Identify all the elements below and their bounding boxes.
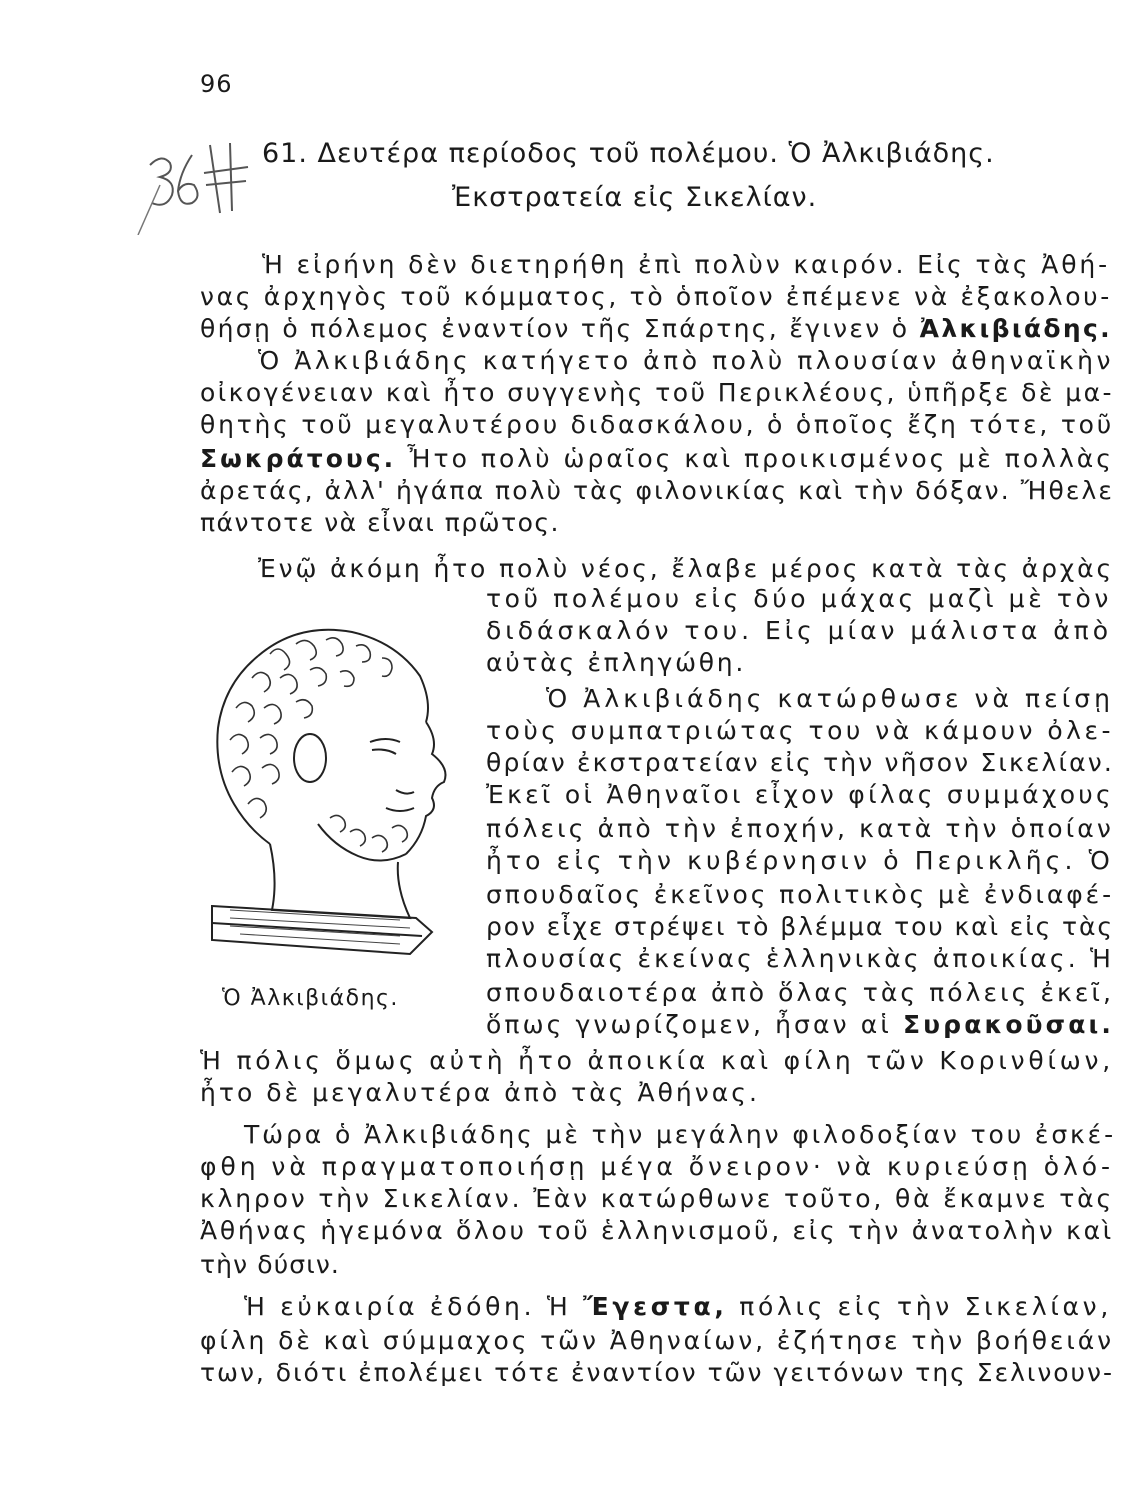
text-line <box>200 1078 760 1108</box>
text-segment: Ἡ πόλις ὅμως αὐτὴ ἦτο ἀποικία καὶ φίλη τῶν Κορινθίων, <box>200 1046 1114 1075</box>
text-segment: σπουδαιοτέρα ἀπὸ ὅλας τὰς πόλεις ἐκεῖ, <box>486 978 1114 1007</box>
text-segment: Ὁ Ἀλκιβιάδης κατήγετο ἀπὸ πολὺ πλουσίαν ἀθηναϊκὴν <box>258 346 1114 375</box>
text-line <box>200 1358 1114 1388</box>
text-line <box>486 584 1112 614</box>
text-segment: φίλη δὲ καὶ σύμμαχος τῶν Ἀθηναίων, ἐζήτησε τὴν βοήθειάν <box>200 1326 1114 1355</box>
text-segment: Ἐνῷ ἀκόμη ἦτο πολὺ νέος, ἔλαβε μέρος κατὰ τὰς ἀρχὰς <box>258 554 1114 583</box>
page-number: 96 <box>200 70 233 98</box>
text-line <box>200 1216 1114 1246</box>
text-segment: θρίαν ἐκστρατείαν εἰς τὴν νῆσον Σικελίαν. <box>486 748 1114 777</box>
text-line <box>486 648 746 678</box>
alcibiades-bust-illustration <box>200 618 460 958</box>
text-line <box>486 880 1114 910</box>
text-segment: σπουδαῖος ἐκεῖνος πολιτικὸς μὲ ἐνδιαφέ- <box>486 880 1114 909</box>
handwritten-margin-note <box>130 125 260 235</box>
text-line <box>200 410 1114 440</box>
text-segment: πλουσίας ἐκείνας ἑλληνικὰς ἀποικίας. Ἡ <box>486 944 1114 973</box>
text-segment: ρον εἶχε στρέψει τὸ βλέμμα του καὶ εἰς τὰς <box>486 912 1114 941</box>
text-line <box>486 846 1114 876</box>
text-line <box>486 616 1112 646</box>
text-segment: διδάσκαλόν του. Εἰς μίαν μάλιστα ἀπὸ <box>486 616 1112 645</box>
text-segment: Ἡ εἰρήνη δὲν διετηρήθη ἐπὶ πολὺν καιρόν. Εἰς τὰς Ἀθή- <box>262 250 1110 279</box>
text-line <box>486 716 1114 746</box>
text-line <box>200 1326 1114 1356</box>
text-segment: πόλεις ἀπὸ τὴν ἐποχήν, κατὰ τὴν ὁποίαν <box>486 814 1114 843</box>
text-line <box>200 476 1114 506</box>
text-segment: τοὺς συμπατριώτας του νὰ κάμουν ὀλε- <box>486 716 1114 745</box>
text-segment: Ἡ εὐκαιρία ἐδόθη. Ἡ <box>244 1292 584 1321</box>
text-segment: Ἦτο πολὺ ὡραῖος καὶ προικισμένος μὲ πολλὰς <box>396 444 1114 473</box>
text-segment: νας ἀρχηγὸς τοῦ κόμματος, τὸ ὁποῖον ἐπέμενε νὰ ἐξακολου- <box>200 282 1112 311</box>
text-line <box>200 378 1114 408</box>
text-line <box>486 978 1114 1008</box>
text-segment: κληρον τὴν Σικελίαν. Ἐὰν κατώρθωνε τοῦτο, θὰ ἔκαμνε τὰς <box>200 1184 1114 1213</box>
text-line <box>200 508 560 538</box>
emphasized-name: Ἔγεστα, <box>583 1292 728 1321</box>
text-line <box>258 554 1114 584</box>
text-segment: ὅπως γνωρίζομεν, ἦσαν αἱ <box>486 1010 903 1039</box>
text-segment: ἀρετάς, ἀλλ' ἠγάπα πολὺ τὰς φιλονικίας καὶ τὴν δόξαν. Ἤθελε <box>200 476 1114 505</box>
text-segment: ἦτο εἰς τὴν κυβέρνησιν ὁ Περικλῆς. Ὁ <box>486 846 1114 875</box>
text-line <box>486 944 1114 974</box>
text-segment: πάντοτε νὰ εἶναι πρῶτος. <box>200 508 560 537</box>
text-line <box>244 1292 1112 1322</box>
text-segment: Ὁ Ἀλκιβιάδης κατώρθωσε νὰ πείσῃ <box>546 684 1114 713</box>
text-segment: τὴν δύσιν. <box>200 1250 340 1279</box>
text-line <box>200 282 1112 312</box>
text-line <box>486 780 1114 810</box>
section-subheading: Ἐκστρατεία εἰς Σικελίαν. <box>452 182 818 213</box>
emphasized-name: Ἀλκιβιάδης. <box>919 314 1113 343</box>
text-line <box>486 814 1114 844</box>
text-line <box>546 684 1114 714</box>
text-line <box>486 1010 1114 1040</box>
text-segment: Τώρα ὁ Ἀλκιβιάδης μὲ τὴν μεγάλην φιλοδοξίαν του ἐσκέ- <box>244 1120 1116 1149</box>
text-line <box>262 250 1110 280</box>
text-segment: Ἀθήνας ἡγεμόνα ὅλου τοῦ ἑλληνισμοῦ, εἰς τὴν ἀνατολὴν καὶ <box>200 1216 1114 1245</box>
text-line <box>200 1046 1114 1076</box>
text-segment: θήσῃ ὁ πόλεμος ἐναντίον τῆς Σπάρτης, ἔγινεν ὁ <box>200 314 920 343</box>
text-segment: των, διότι ἐπολέμει τότε ἐναντίον τῶν γειτόνων της Σελινουν- <box>200 1358 1114 1387</box>
text-segment: θητὴς τοῦ μεγαλυτέρου διδασκάλου, ὁ ὁποῖος ἔζη τότε, τοῦ <box>200 410 1114 439</box>
emphasized-name: Συρακοῦσαι. <box>902 1010 1114 1039</box>
text-line <box>200 314 1112 344</box>
text-line <box>200 444 1114 474</box>
section-heading: 61. Δευτέρα περίοδος τοῦ πολέμου. Ὁ Ἀλκιβιάδης. <box>262 138 995 169</box>
text-segment: αὐτὰς ἐπληγώθη. <box>486 648 746 677</box>
figure-caption: Ὁ Ἀλκιβιάδης. <box>222 986 399 1011</box>
text-segment: πόλις εἰς τὴν Σικελίαν, <box>727 1292 1112 1321</box>
text-line <box>200 1250 340 1280</box>
text-segment: Ἐκεῖ οἱ Ἀθηναῖοι εἶχον φίλας συμμάχους <box>486 780 1114 809</box>
text-line <box>200 1152 1114 1182</box>
text-segment: τοῦ πολέμου εἰς δύο μάχας μαζὶ μὲ τὸν <box>486 584 1112 613</box>
emphasized-name: Σωκράτους. <box>200 444 397 473</box>
text-segment: οἰκογένειαν καὶ ἦτο συγγενὴς τοῦ Περικλέους, ὑπῆρξε δὲ μα- <box>200 378 1114 407</box>
text-line <box>200 1184 1114 1214</box>
text-line <box>486 912 1114 942</box>
text-line <box>258 346 1114 376</box>
text-line <box>244 1120 1116 1150</box>
text-segment: ἦτο δὲ μεγαλυτέρα ἀπὸ τὰς Ἀθήνας. <box>200 1078 760 1107</box>
text-line <box>486 748 1114 778</box>
text-segment: φθη νὰ πραγματοποιήσῃ μέγα ὄνειρον· νὰ κυριεύσῃ ὁλό- <box>200 1152 1114 1181</box>
